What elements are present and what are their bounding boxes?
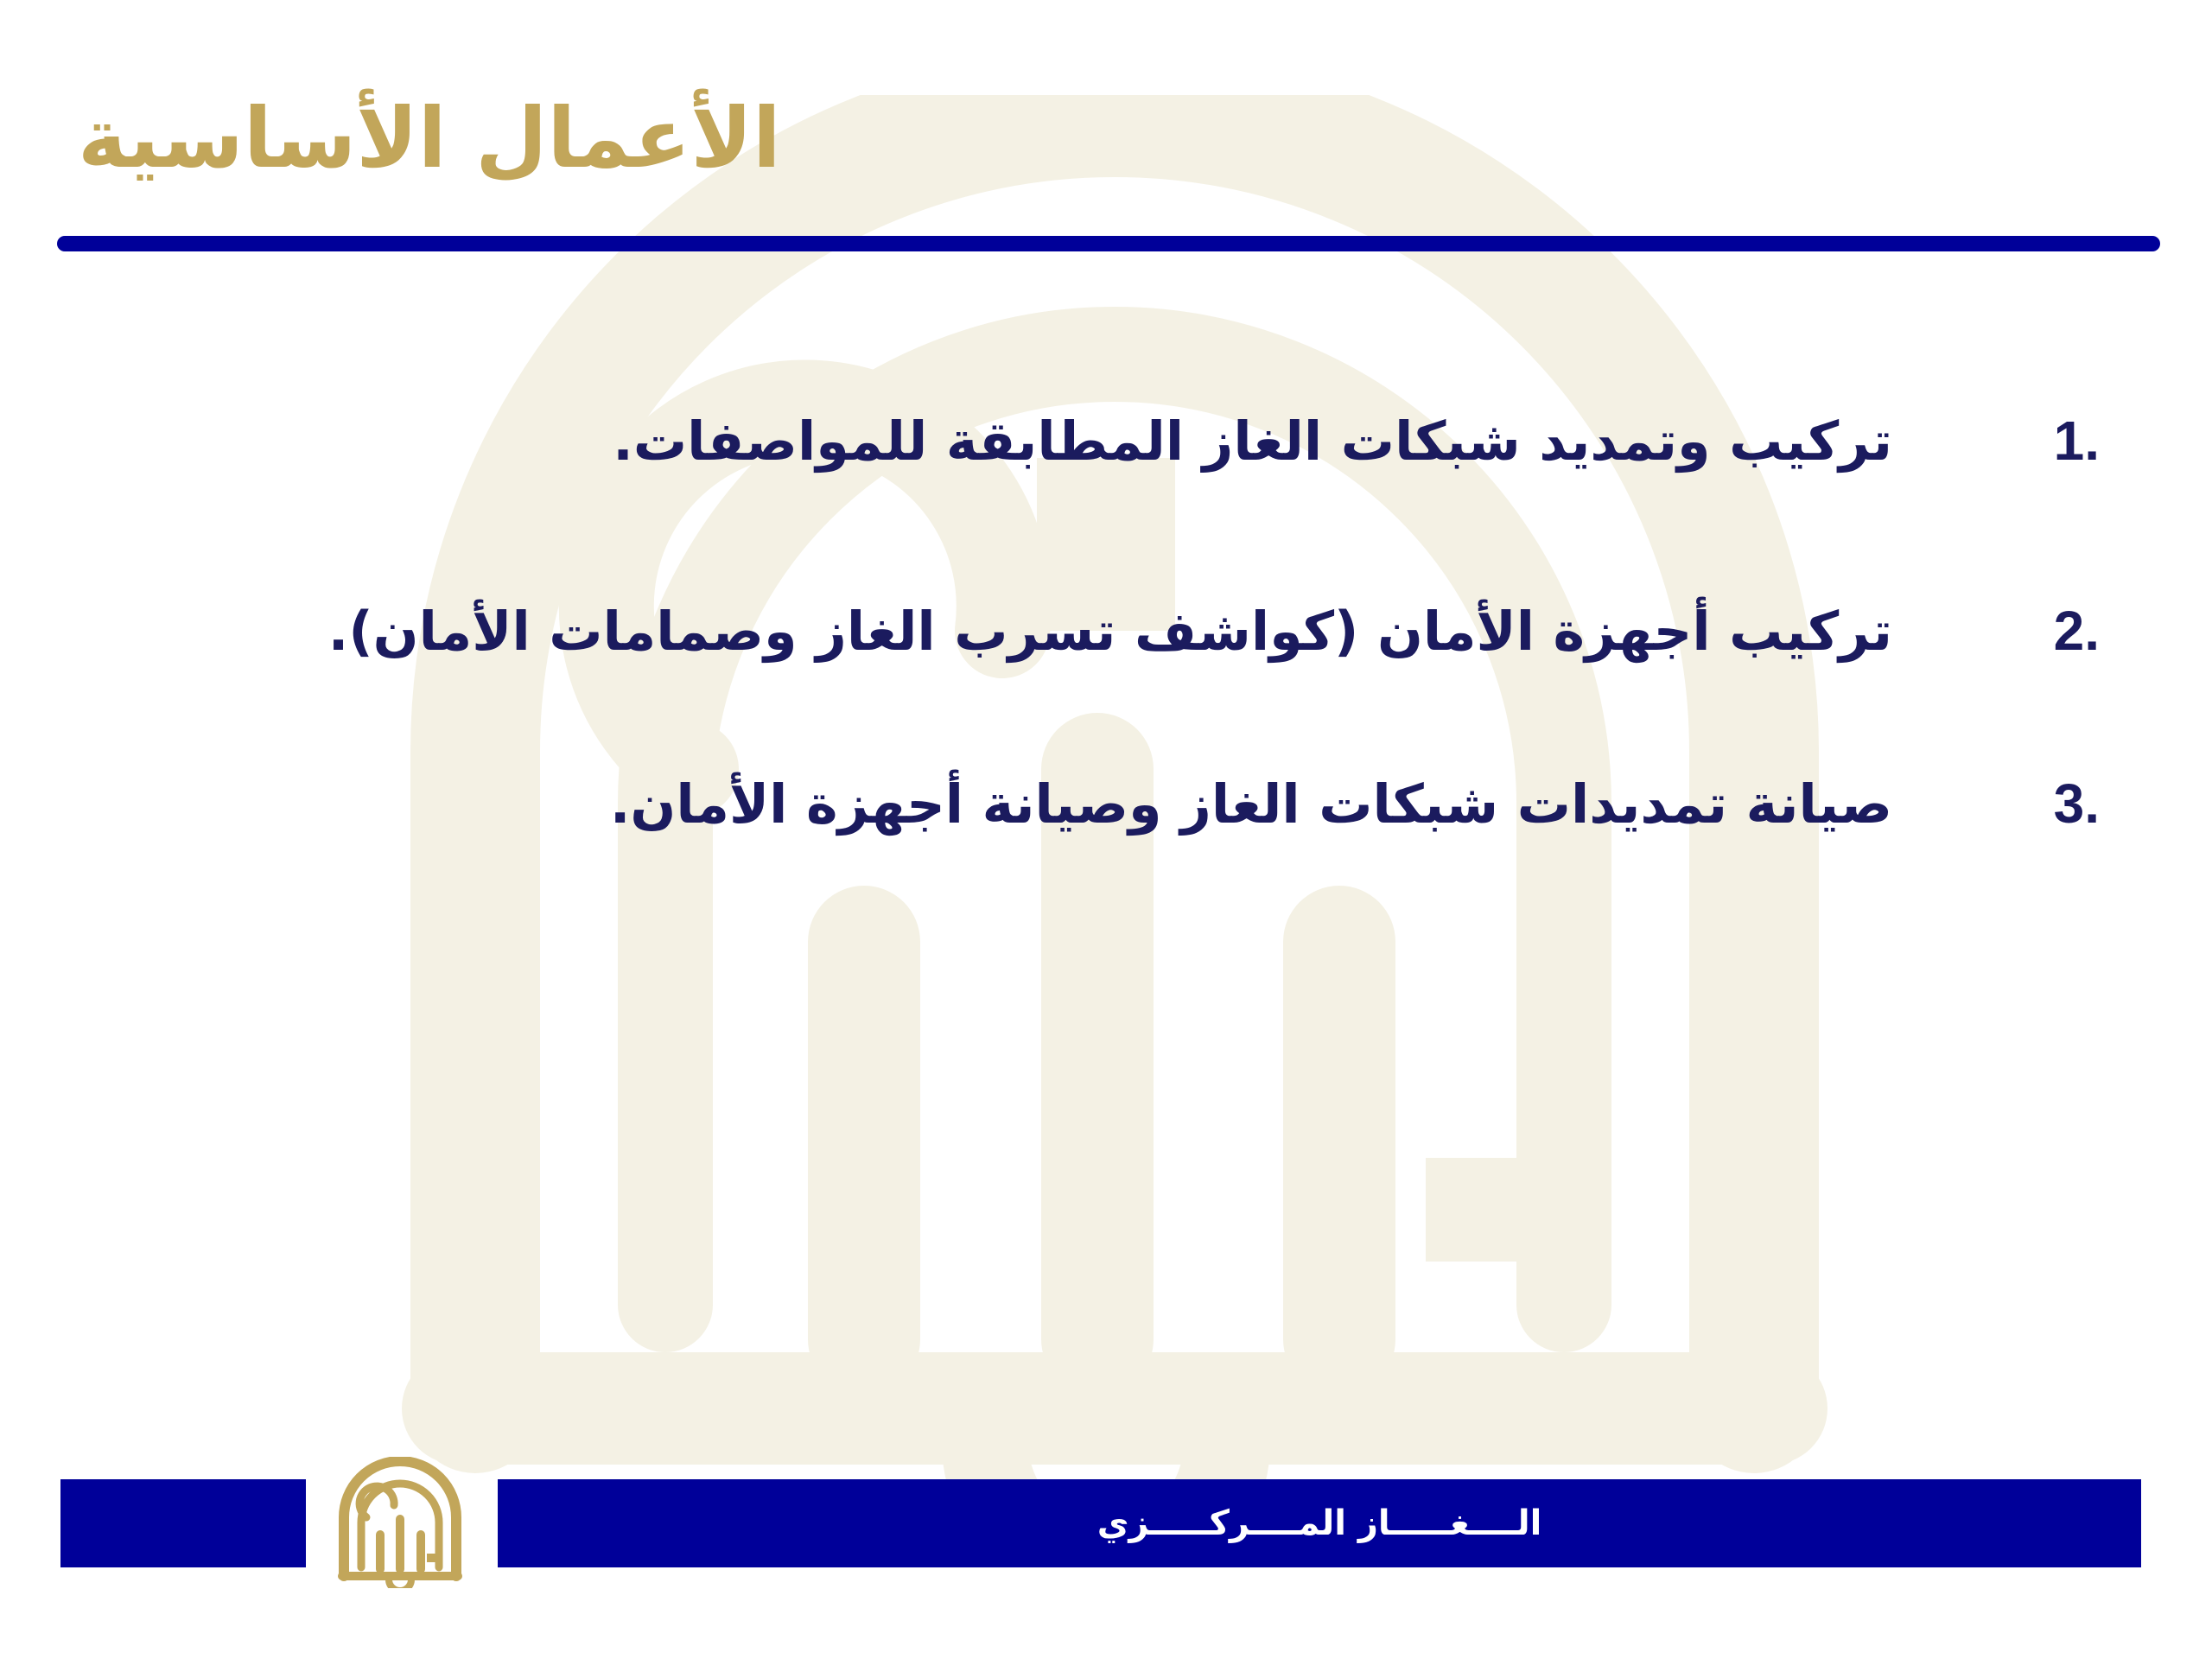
list-item-text: صيانة تمديدات شبكات الغاز وصيانة أجهزة الأمان.	[609, 772, 1892, 836]
list-item-number: 2.	[2053, 600, 2100, 662]
list-item	[259, 752, 2100, 855]
footer-bar-left	[60, 1479, 306, 1567]
title-divider	[57, 236, 2160, 251]
bullet-list	[259, 363, 2100, 881]
list-item	[259, 389, 2100, 493]
company-logo-icon	[335, 1457, 465, 1588]
footer-brand-label: الــــغـــــاز المــــركـــــزي	[1096, 1503, 1542, 1543]
list-item-number: 1.	[2053, 410, 2100, 472]
footer-bar	[498, 1479, 2141, 1567]
page-title: الأعمال الأساسية	[78, 90, 781, 187]
list-item-text: تركيب أجهزة الأمان (كواشف تسرب الغاز وصمامات الأمان).	[327, 599, 1892, 663]
list-item-text: تركيب وتمديد شبكات الغاز المطابقة للمواصفات.	[613, 409, 1892, 473]
list-item-number: 3.	[2053, 772, 2100, 835]
list-item	[259, 579, 2100, 683]
